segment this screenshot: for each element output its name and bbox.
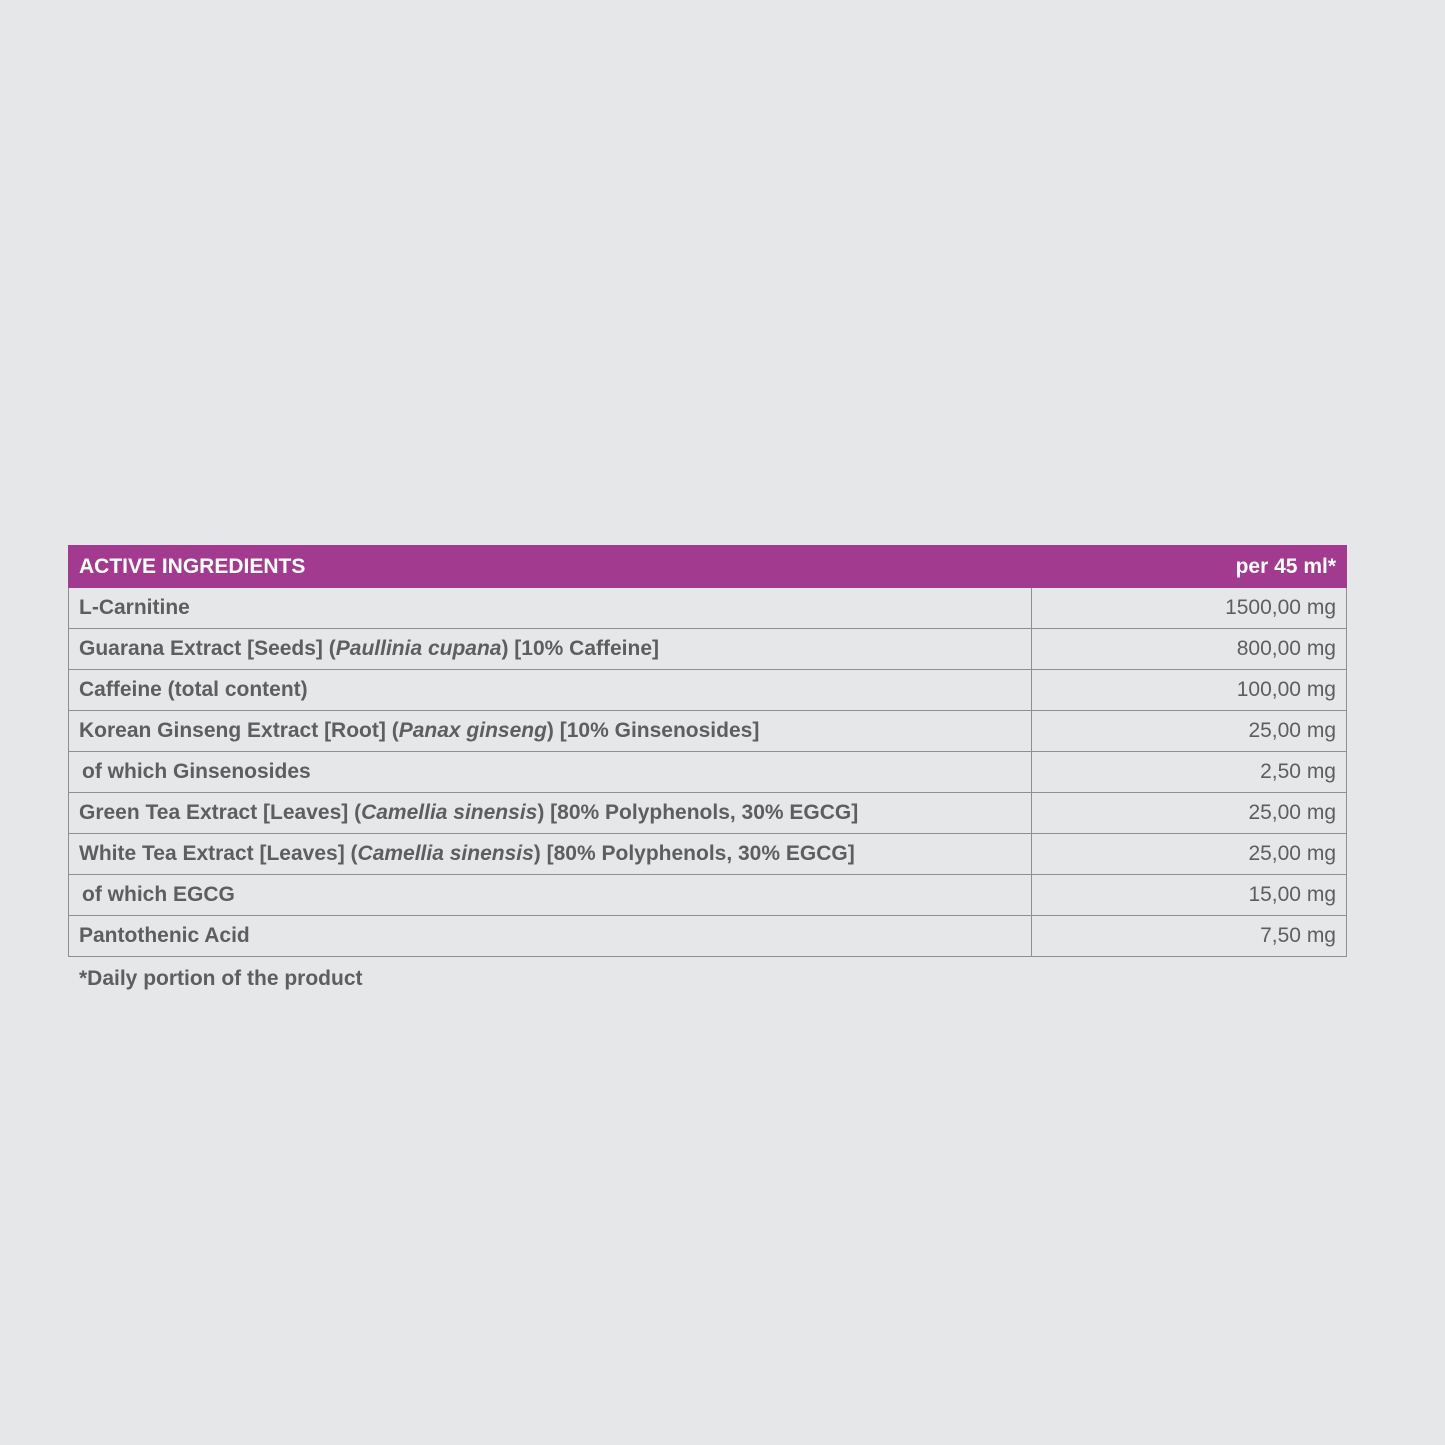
table-row — [69, 916, 1347, 957]
ingredient-name-text: Guarana Extract [Seeds] ( — [79, 637, 336, 660]
ingredient-amount: 25,00 mg — [1032, 793, 1347, 834]
ingredient-name — [69, 629, 1032, 670]
ingredient-name-text: White Tea Extract [Leaves] ( — [79, 842, 358, 865]
table-header-row — [69, 546, 1347, 588]
table-row — [69, 670, 1347, 711]
ingredient-amount: 1500,00 mg — [1032, 588, 1347, 629]
ingredient-amount: 100,00 mg — [1032, 670, 1347, 711]
ingredient-latin-name: Panax ginseng — [398, 719, 547, 742]
ingredient-amount: 25,00 mg — [1032, 711, 1347, 752]
ingredient-name-text: L-Carnitine — [79, 596, 190, 619]
header-ingredients: ACTIVE INGREDIENTS — [69, 546, 1032, 588]
table-row — [69, 629, 1347, 670]
ingredient-name-text: of which EGCG — [82, 883, 235, 906]
table-row — [69, 834, 1347, 875]
ingredient-amount: 7,50 mg — [1032, 916, 1347, 957]
ingredient-amount: 15,00 mg — [1032, 875, 1347, 916]
ingredient-name-text: Pantothenic Acid — [79, 924, 250, 947]
table-row — [69, 588, 1347, 629]
ingredient-name — [69, 711, 1032, 752]
ingredient-name — [69, 670, 1032, 711]
ingredient-name — [69, 916, 1032, 957]
ingredient-name — [69, 875, 1032, 916]
ingredients-panel — [68, 545, 1346, 991]
table-body — [69, 588, 1347, 957]
ingredient-name-text: Green Tea Extract [Leaves] ( — [79, 801, 362, 824]
table-row — [69, 752, 1347, 793]
ingredient-name-text: Korean Ginseng Extract [Root] ( — [79, 719, 399, 742]
ingredient-name — [69, 793, 1032, 834]
ingredient-name — [69, 752, 1032, 793]
ingredient-name-text: Caffeine (total content) — [79, 678, 308, 701]
ingredient-latin-name: Camellia sinensis — [361, 801, 538, 824]
ingredient-name — [69, 834, 1032, 875]
header-amount: per 45 ml* — [1032, 546, 1347, 588]
ingredient-name-text: of which Ginsenosides — [82, 760, 311, 783]
ingredient-amount: 25,00 mg — [1032, 834, 1347, 875]
ingredient-amount: 2,50 mg — [1032, 752, 1347, 793]
ingredient-latin-name: Paullinia cupana — [335, 637, 502, 660]
table-row — [69, 875, 1347, 916]
ingredients-table — [68, 545, 1347, 957]
ingredient-latin-name: Camellia sinensis — [357, 842, 534, 865]
ingredient-name — [69, 588, 1032, 629]
footnote: *Daily portion of the product — [79, 967, 363, 990]
ingredient-name-suffix: ) [80% Polyphenols, 30% EGCG] — [537, 801, 859, 824]
table-row — [69, 793, 1347, 834]
ingredient-name-suffix: ) [10% Ginsenosides] — [546, 719, 760, 742]
ingredient-amount: 800,00 mg — [1032, 629, 1347, 670]
table-row — [69, 711, 1347, 752]
ingredient-name-suffix: ) [80% Polyphenols, 30% EGCG] — [533, 842, 855, 865]
ingredient-name-suffix: ) [10% Caffeine] — [501, 637, 660, 660]
